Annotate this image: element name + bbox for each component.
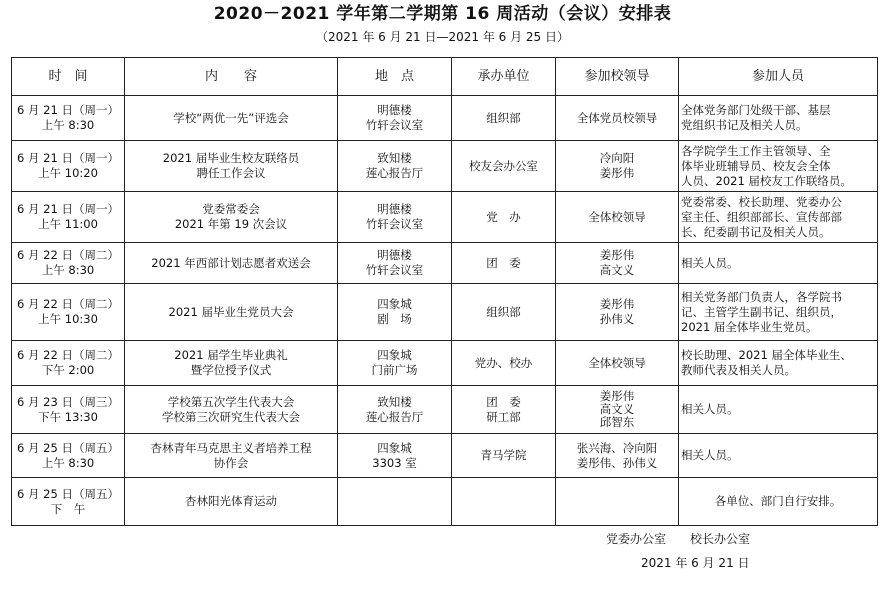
- table-row: [12, 341, 878, 386]
- content-cell: [125, 141, 338, 192]
- attendees-text: 教师代表及相关人员。: [681, 363, 796, 377]
- table-row: [12, 386, 878, 434]
- place-text: 门前广场: [371, 363, 418, 377]
- attendees-cell: [679, 478, 878, 526]
- issuing-offices: 党委办公室 校长办公室: [606, 532, 751, 546]
- time-cell: [12, 141, 125, 192]
- leaders-cell: [556, 341, 679, 386]
- leaders-text: 高文义: [599, 263, 635, 277]
- place-text: 四象城: [377, 348, 412, 362]
- attendees-cell: [679, 243, 878, 284]
- attendees-text: 校长助理、2021 届全体毕业生、: [681, 348, 852, 362]
- organizer-cell: [452, 434, 556, 478]
- leaders-text: 姜彤伟: [599, 297, 635, 311]
- time-cell: [12, 434, 125, 478]
- time-cell: [12, 243, 125, 284]
- attendees-text: 各学院学生工作主管领导、全: [681, 143, 831, 158]
- attendees-cell: [679, 284, 878, 341]
- date-range-subtitle: （2021 年 6 月 21 日—2021 年 6 月 25 日）: [315, 30, 570, 44]
- place-text: 莲心报告厅: [365, 409, 424, 424]
- place-text: 明德楼: [377, 248, 412, 262]
- organizer-text: 研工部: [486, 409, 521, 424]
- time-text: 上午 8:30: [41, 455, 95, 470]
- attendees-text: 相关人员。: [681, 402, 739, 416]
- attendees-text: 2021 届全体毕业生党员。: [681, 319, 818, 334]
- place-text: 3303 室: [372, 455, 417, 470]
- content-cell: [125, 243, 338, 284]
- place-cell: [338, 192, 452, 243]
- leaders-cell: [556, 192, 679, 243]
- content-cell: [125, 386, 338, 434]
- place-text: 剧 场: [377, 312, 412, 326]
- date-text: 6 月 21 日（周一）: [17, 103, 119, 117]
- date-text: 6 月 25 日（周五）: [17, 440, 119, 455]
- header-content: 内 容: [125, 58, 338, 96]
- content-cell: [125, 478, 338, 526]
- content-text: 聘任工作会议: [196, 166, 266, 180]
- leaders-text: 孙伟义: [599, 312, 635, 326]
- time-text: 下午 2:00: [41, 363, 95, 377]
- place-text: 四象城: [377, 297, 412, 311]
- table-row: [12, 478, 878, 526]
- place-cell: [338, 243, 452, 284]
- time-cell: [12, 284, 125, 341]
- attendees-cell: [679, 141, 878, 192]
- leaders-text: 全体党员校领导: [576, 110, 658, 125]
- date-text: 6 月 23 日（周三）: [17, 394, 119, 409]
- leaders-cell: [556, 96, 679, 141]
- leaders-text: 张兴海、冷向阳: [576, 440, 658, 455]
- place-text: 致知楼: [377, 151, 412, 165]
- content-text: 党委常委会: [202, 202, 260, 216]
- date-text: 6 月 22 日（周二）: [17, 248, 119, 262]
- attendees-cell: [679, 96, 878, 141]
- content-cell: [125, 96, 338, 141]
- organizer-text: 青马学院: [480, 448, 527, 462]
- content-text: 杏林阳光体育运动: [185, 494, 277, 508]
- header-row: [12, 58, 878, 96]
- organizer-cell: [452, 284, 556, 341]
- attendees-text: 体毕业班辅导员、校友会全体: [681, 158, 831, 173]
- attendees-text: 相关人员。: [681, 255, 739, 270]
- organizer-text: 校友会办公室: [469, 158, 538, 173]
- time-text: 下午 13:30: [38, 409, 98, 424]
- place-text: 竹轩会议室: [365, 118, 424, 132]
- content-text: 暨学位授予仪式: [190, 363, 272, 377]
- leaders-cell: [556, 141, 679, 192]
- attendees-text: 全体党务部门处级干部、基层: [681, 103, 831, 117]
- time-cell: [12, 386, 125, 434]
- leaders-cell: [556, 386, 679, 434]
- attendees-text: 党组织书记及相关人员。: [681, 118, 808, 132]
- time-cell: [12, 192, 125, 243]
- place-cell: [338, 386, 452, 434]
- attendees-text: 党委常委、校长助理、党委办公: [681, 194, 842, 209]
- attendees-text: 记、主管学生副书记、组织员，: [681, 304, 842, 319]
- attendees-text: 相关人员。: [681, 448, 739, 462]
- time-text: 下 午: [50, 501, 86, 516]
- content-text: 学校第五次学生代表大会: [167, 394, 295, 409]
- content-cell: [125, 284, 338, 341]
- issue-date: 2021 年 6 月 21 日: [641, 556, 750, 570]
- table-row: [12, 434, 878, 478]
- content-text: 2021 届毕业生党员大会: [168, 304, 294, 319]
- leaders-text: 高文义: [599, 402, 635, 416]
- header-time: 时 间: [12, 58, 125, 96]
- attendees-cell: [679, 434, 878, 478]
- organizer-cell: [452, 141, 556, 192]
- organizer-cell: [452, 386, 556, 434]
- place-cell: [338, 141, 452, 192]
- leaders-text: 姜彤伟: [599, 248, 635, 262]
- time-cell: [12, 341, 125, 386]
- content-text: 2021 年西部计划志愿者欢送会: [151, 255, 311, 270]
- place-cell: [338, 434, 452, 478]
- header-organizer: 承办单位: [452, 58, 556, 96]
- date-text: 6 月 22 日（周二）: [17, 348, 119, 362]
- header-attendees: 参加人员: [679, 58, 878, 96]
- date-text: 6 月 25 日（周五）: [17, 486, 119, 501]
- attendees-cell: [679, 386, 878, 434]
- leaders-text: 姜彤伟、孙伟义: [576, 455, 658, 470]
- leaders-cell: [556, 243, 679, 284]
- table-row: [12, 284, 878, 341]
- leaders-text: 邱智东: [599, 415, 635, 429]
- organizer-cell: [452, 96, 556, 141]
- time-text: 上午 8:30: [41, 263, 95, 277]
- attendees-text: 长、纪委副书记及相关人员。: [681, 224, 831, 239]
- date-text: 6 月 22 日（周二）: [17, 297, 119, 311]
- place-cell: [338, 284, 452, 341]
- organizer-cell: [452, 341, 556, 386]
- content-text: 学校第三次研究生代表大会: [162, 409, 300, 424]
- content-text: 2021 届学生毕业典礼: [174, 348, 288, 362]
- date-text: 6 月 21 日（周一）: [17, 151, 119, 165]
- leaders-text: 冷向阳: [599, 151, 635, 165]
- leaders-cell: [556, 478, 679, 526]
- organizer-text: 团 委: [486, 255, 521, 270]
- place-text: 莲心报告厅: [365, 166, 424, 180]
- table-row: [12, 192, 878, 243]
- place-text: 竹轩会议室: [365, 217, 424, 231]
- header-place: 地 点: [338, 58, 452, 96]
- time-text: 上午 8:30: [41, 118, 95, 132]
- table-row: [12, 243, 878, 284]
- attendees-text: 人员、2021 届校友工作联络员。: [681, 173, 852, 188]
- organizer-text: 组织部: [486, 304, 521, 319]
- page-title: 2020－2021 学年第二学期第 16 周活动（会议）安排表: [213, 4, 672, 24]
- attendees-text: 相关党务部门负责人，各学院书: [681, 289, 842, 304]
- time-text: 上午 10:20: [38, 166, 98, 180]
- content-cell: [125, 341, 338, 386]
- place-cell: [338, 341, 452, 386]
- organizer-text: 党办、校办: [474, 355, 533, 370]
- content-cell: [125, 434, 338, 478]
- time-text: 上午 10:30: [38, 312, 98, 326]
- leaders-text: 全体校领导: [588, 355, 646, 370]
- attendees-text: 室主任、组织部部长、宣传部部: [681, 209, 842, 224]
- organizer-text: 组织部: [486, 110, 521, 125]
- content-cell: [125, 192, 338, 243]
- leaders-cell: [556, 434, 679, 478]
- organizer-text: 党 办: [486, 209, 521, 224]
- content-text: 杏林青年马克思主义者培养工程: [150, 440, 312, 455]
- content-text: 协作会: [213, 455, 249, 470]
- place-text: 致知楼: [377, 394, 412, 409]
- organizer-cell: [452, 243, 556, 284]
- content-text: 2021 届毕业生校友联络员: [162, 151, 300, 165]
- attendees-cell: [679, 192, 878, 243]
- time-text: 上午 11:00: [38, 217, 98, 231]
- leaders-text: 全体校领导: [588, 209, 646, 224]
- place-text: 四象城: [377, 440, 412, 455]
- header-leaders: 参加校领导: [556, 58, 679, 96]
- schedule-body: [12, 96, 878, 526]
- schedule-table: [11, 57, 878, 526]
- organizer-cell: [452, 192, 556, 243]
- leaders-text: 姜彤伟: [599, 389, 635, 403]
- organizer-text: 团 委: [486, 394, 521, 409]
- attendees-text: 各单位、部门自行安排。: [714, 494, 842, 508]
- time-cell: [12, 96, 125, 141]
- time-cell: [12, 478, 125, 526]
- place-cell: [338, 478, 452, 526]
- place-cell: [338, 96, 452, 141]
- leaders-cell: [556, 284, 679, 341]
- leaders-text: 姜彤伟: [599, 166, 635, 180]
- attendees-cell: [679, 341, 878, 386]
- table-row: [12, 141, 878, 192]
- content-text: 学校“两优一先”评选会: [173, 110, 289, 125]
- place-text: 竹轩会议室: [365, 263, 424, 277]
- table-row: [12, 96, 878, 141]
- date-text: 6 月 21 日（周一）: [17, 202, 119, 216]
- organizer-cell: [452, 478, 556, 526]
- content-text: 2021 年第 19 次会议: [174, 217, 288, 231]
- place-text: 明德楼: [377, 103, 412, 117]
- place-text: 明德楼: [377, 202, 412, 216]
